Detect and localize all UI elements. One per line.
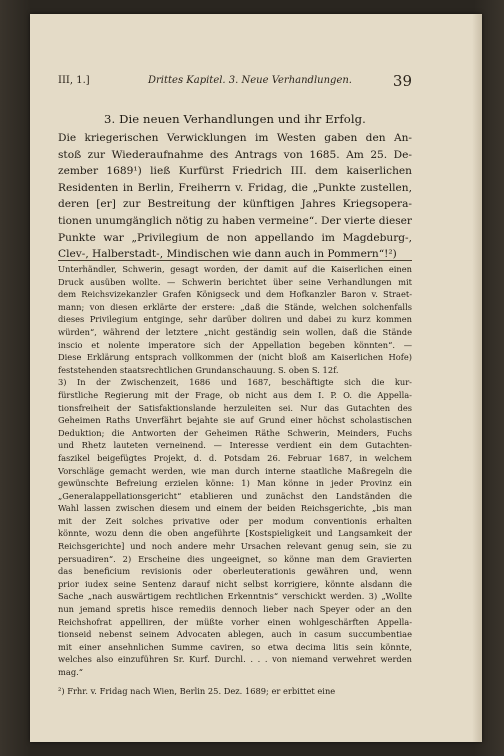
footnotes bbox=[58, 263, 412, 697]
footnote-line: Druck ausüben wollte. — Schwerin berichtet über seine Verhandlungen mit bbox=[58, 276, 412, 287]
main-text-line: Residenten in Berlin, Freiherrn v. Fridag, die „Punkte zustellen, bbox=[58, 181, 412, 194]
footnote-line: Wahl lassen zwischen diesem und einem der beiden Reichsgerichte, „bis man bbox=[58, 503, 412, 514]
running-title: Drittes Kapitel. 3. Neue Verhandlungen. bbox=[148, 75, 352, 86]
footnote-line: würden“, während der letztere „nicht geständig sein wollen, daß die Stände bbox=[58, 326, 412, 337]
main-text-line: Clev-, Halberstadt-, Mindischen wie dann auch in Pommern“!²) bbox=[58, 248, 397, 261]
footnote-line: nun jemand spretis hisce remediis dennoch lieber nach Speyer oder an den bbox=[58, 604, 412, 615]
footnote-line: und Rhetz lauteten verneinend. — Interesse verdient ein dem Gutachten- bbox=[58, 440, 412, 451]
footnote-line: mag.“ bbox=[58, 667, 84, 677]
main-text-line: Die kriegerischen Verwicklungen im Westen gaben den An- bbox=[58, 132, 412, 144]
footnote-line: Deduktion; die Antworten der Geheimen Räthe Schwerin, Meinders, Fuchs bbox=[58, 427, 412, 438]
section-title: 3. Die neuen Verhandlungen und ihr Erfolg. bbox=[104, 112, 366, 126]
footnote-line: persuadiren“. 2) Erscheine dies ungeeignet, so könne man dem Gravierten bbox=[58, 553, 412, 564]
main-text-line: deren [er] zur Bestreitung der künftigen Jahres Kriegsopera- bbox=[58, 198, 412, 211]
page-number: 39 bbox=[392, 72, 412, 90]
footnote-line: mit der Zeit solches privative oder per modum conventionis erhalten bbox=[58, 515, 412, 526]
footnote-line: tionsfreiheit der Satisfaktionslande herzuleiten sei. Nur das Gutachten des bbox=[58, 402, 412, 413]
footnote-line: prior iudex seine Sentenz darauf nicht selbst korrigiere, könnte alsdann die bbox=[58, 578, 412, 589]
footnote-line: mann; von diesen erklärte der erstere: „daß die Stände, welchen solchenfalls bbox=[58, 301, 412, 312]
main-text bbox=[58, 130, 412, 263]
main-text-line: stoß zur Wiederaufnahme des Antrags von 1685. Am 25. De- bbox=[58, 148, 412, 161]
main-text-line: zember 1689¹) ließ Kurfürst Friedrich III. dem kaiserlichen bbox=[58, 165, 412, 178]
page-edge-shadow bbox=[472, 14, 482, 742]
footnote-line: Vorschläge gemacht werden, wie man durch interne staatliche Maßregeln die bbox=[58, 465, 412, 476]
footnote-line: 3) In der Zwischenzeit, 1686 und 1687, beschäftigte sich die kur- bbox=[58, 377, 412, 388]
footnote-line: faszikel beigefügtes Projekt, d. d. Potsdam 26. Februar 1687, in welchem bbox=[58, 452, 412, 463]
footnote-line: welches also einzuführen Sr. Kurf. Durchl. . . . von niemand verwehret werden bbox=[58, 654, 412, 665]
footnote-line: dieses Privilegium entginge, sehr darüber doliren und dabei zu kurz kommen bbox=[58, 314, 412, 325]
footnote-rule bbox=[58, 260, 412, 261]
footnote-line: inscio et nolente imperatore sich der Appellation begeben könnten“. — bbox=[58, 339, 412, 350]
footnote-line: fürstliche Regierung mit der Frage, ob nicht aus dem I. P. O. die Appella- bbox=[58, 389, 412, 400]
footnote-line: feststehenden staatsrechtlichen Grundanschauung. S. oben S. 12f. bbox=[58, 364, 339, 375]
footnote-line: Reichsgerichte] und noch andere mehr Ursachen relevant genug sein, sie zu bbox=[58, 541, 412, 552]
running-header bbox=[58, 72, 412, 90]
footnote-line: dem Reichsvizekanzler Grafen Königseck und dem Hofkanzler Baron v. Straet- bbox=[58, 289, 412, 300]
footnote-line: das beneficium revisionis oder oberleuterationis gewähren und, wenn bbox=[58, 566, 412, 577]
footnote-line: Reichshofrat appelliren, der müßte vorher einen wohlgeschärften Appella- bbox=[58, 616, 412, 627]
footnote-line: mit einer ansehnlichen Summe caviren, so etwa decima litis sein könnte, bbox=[58, 641, 412, 652]
footnote-line: Geheimen Raths Unverfährt bejahte sie auf Grund einer höchst scholastischen bbox=[58, 415, 412, 426]
footnote-line: Unterhändler, Schwerin, gesagt worden, der damit auf die Kaiserlichen einen bbox=[58, 264, 412, 274]
footnote-line: könnte, wozu denn die oben angeführte [Kostspieligkeit und Langsamkeit der bbox=[58, 528, 412, 539]
footnote-line: gewünschte Befreiung erzielen könne: 1) Man könne in jeder Provinz ein bbox=[58, 478, 412, 489]
footnote-line: „Generalappellationsgericht“ etablieren und zunächst den Landständen die bbox=[58, 490, 412, 501]
footnote-line: Diese Erklärung entsprach vollkommen der (nicht bloß am Kaiserlichen Hofe) bbox=[58, 352, 412, 363]
main-text-line: Punkte war „Privilegium de non appellando im Magdeburg-, bbox=[58, 231, 412, 244]
footnote-line: ²) Frhr. v. Fridag nach Wien, Berlin 25. Dez. 1689; er erbittet eine bbox=[58, 685, 336, 696]
section-reference: III, 1.] bbox=[58, 75, 90, 86]
main-text-line: tionen unumgänglich nötig zu haben vermeine“. Der vierte dieser bbox=[58, 214, 412, 227]
footnote-line: tionseid nebenst seinem Advocaten ablegen, auch in casum succumbentiae bbox=[58, 629, 412, 640]
footnote-line: Sache „nach auswärtigem rechtlichen Erkenntnis“ verschickt werden. 3) „Wollte bbox=[58, 591, 412, 602]
